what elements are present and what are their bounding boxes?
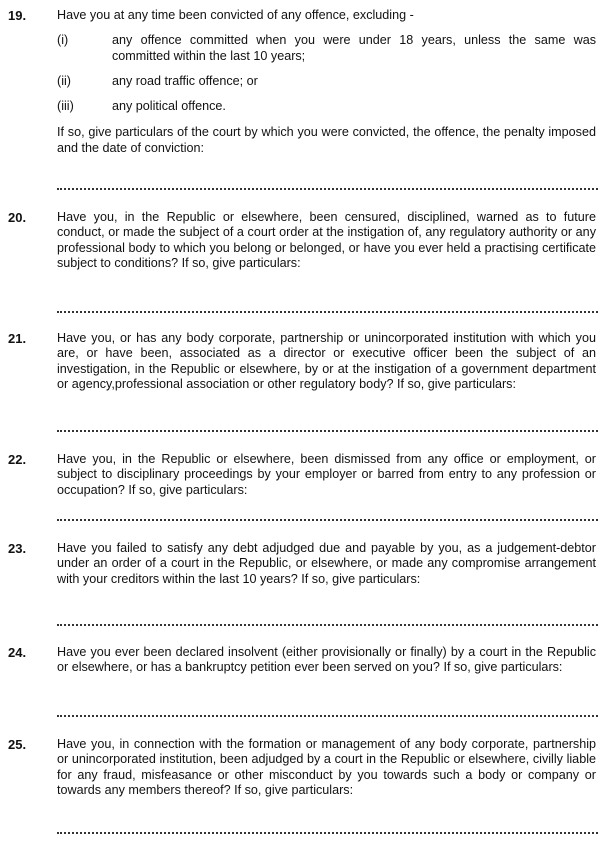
- question-number: 25.: [8, 737, 27, 752]
- question-body: [57, 645, 596, 676]
- question-number: 24.: [8, 645, 27, 660]
- question-text: Have you, in the Republic or elsewhere, been dismissed from any office or employment, or subject to disciplinary proceedings by your employer or barred from entry to any profession or occupation? If so, give particulars:: [57, 452, 596, 497]
- answer-line-19[interactable]: [57, 188, 598, 192]
- question-body: [57, 210, 596, 271]
- sub-item-text: any political offence.: [112, 99, 226, 114]
- sub-item-label: (iii): [57, 99, 74, 114]
- question-text: Have you ever been declared insolvent (either provisionally or finally) by a court in the Republic or elsewhere, or has a bankruptcy petition ever been served on you? If so, give particulars:: [57, 645, 596, 675]
- question-text: Have you at any time been convicted of any offence, excluding -: [57, 8, 414, 22]
- answer-line-24[interactable]: [57, 715, 598, 719]
- answer-line-25[interactable]: [57, 832, 598, 836]
- question-body: [57, 541, 596, 587]
- sub-item: [57, 99, 596, 114]
- question-body: [57, 452, 596, 498]
- question-text: Have you, or has any body corporate, partnership or unincorporated institution with which you are, or have been, associated as a director or executive officer been the subject of an investigation, in the Republic or elsewhere, by or at the instigation of a government department or agency,professional association or other regulatory body? If so, give particulars:: [57, 331, 596, 391]
- question-text: Have you failed to satisfy any debt adjudged due and payable by you, as a judgement-debtor under an order of a court in the Republic, or elsewhere, or made any compromise arrangement with your creditors within the last 10 years? If so, give particulars:: [57, 541, 596, 586]
- sub-item-label: (i): [57, 33, 69, 48]
- question-number: 21.: [8, 331, 27, 346]
- question-body: [57, 331, 596, 392]
- sub-item-text: any road traffic offence; or: [112, 73, 258, 88]
- question-body: [57, 737, 596, 798]
- question-number: 19.: [8, 8, 27, 23]
- question-followup-text: If so, give particulars of the court by which you were convicted, the offence, the penalty imposed and the date of conviction:: [57, 125, 596, 155]
- question-body: [57, 8, 596, 156]
- question-text: Have you, in the Republic or elsewhere, been censured, disciplined, warned as to future conduct, or made the subject of a court order at the instigation of, any regulatory authority or any professional body to which you belong or belonged, or have you ever held a practising certificate subject to conditions? If so, give particulars:: [57, 210, 596, 270]
- answer-line-20[interactable]: [57, 311, 598, 315]
- answer-line-22[interactable]: [57, 519, 598, 523]
- question-number: 23.: [8, 541, 27, 556]
- answer-line-23[interactable]: [57, 624, 598, 628]
- question-text: Have you, in connection with the formation or management of any body corporate, partnership or unincorporated institution, been adjudged by a court in the Republic or elsewhere, civilly liable for any fraud, misfeasance or other misconduct by you towards such a body or company or towards any members thereof? If so, give particulars:: [57, 737, 596, 797]
- question-number: 22.: [8, 452, 27, 467]
- question-number: 20.: [8, 210, 27, 225]
- sub-item-label: (ii): [57, 73, 71, 88]
- sub-item: [57, 33, 596, 64]
- sub-item: [57, 74, 596, 89]
- sub-item-text: any offence committed when you were under 18 years, unless the same was committed within the last 10 years;: [112, 33, 596, 63]
- answer-line-21[interactable]: [57, 430, 598, 434]
